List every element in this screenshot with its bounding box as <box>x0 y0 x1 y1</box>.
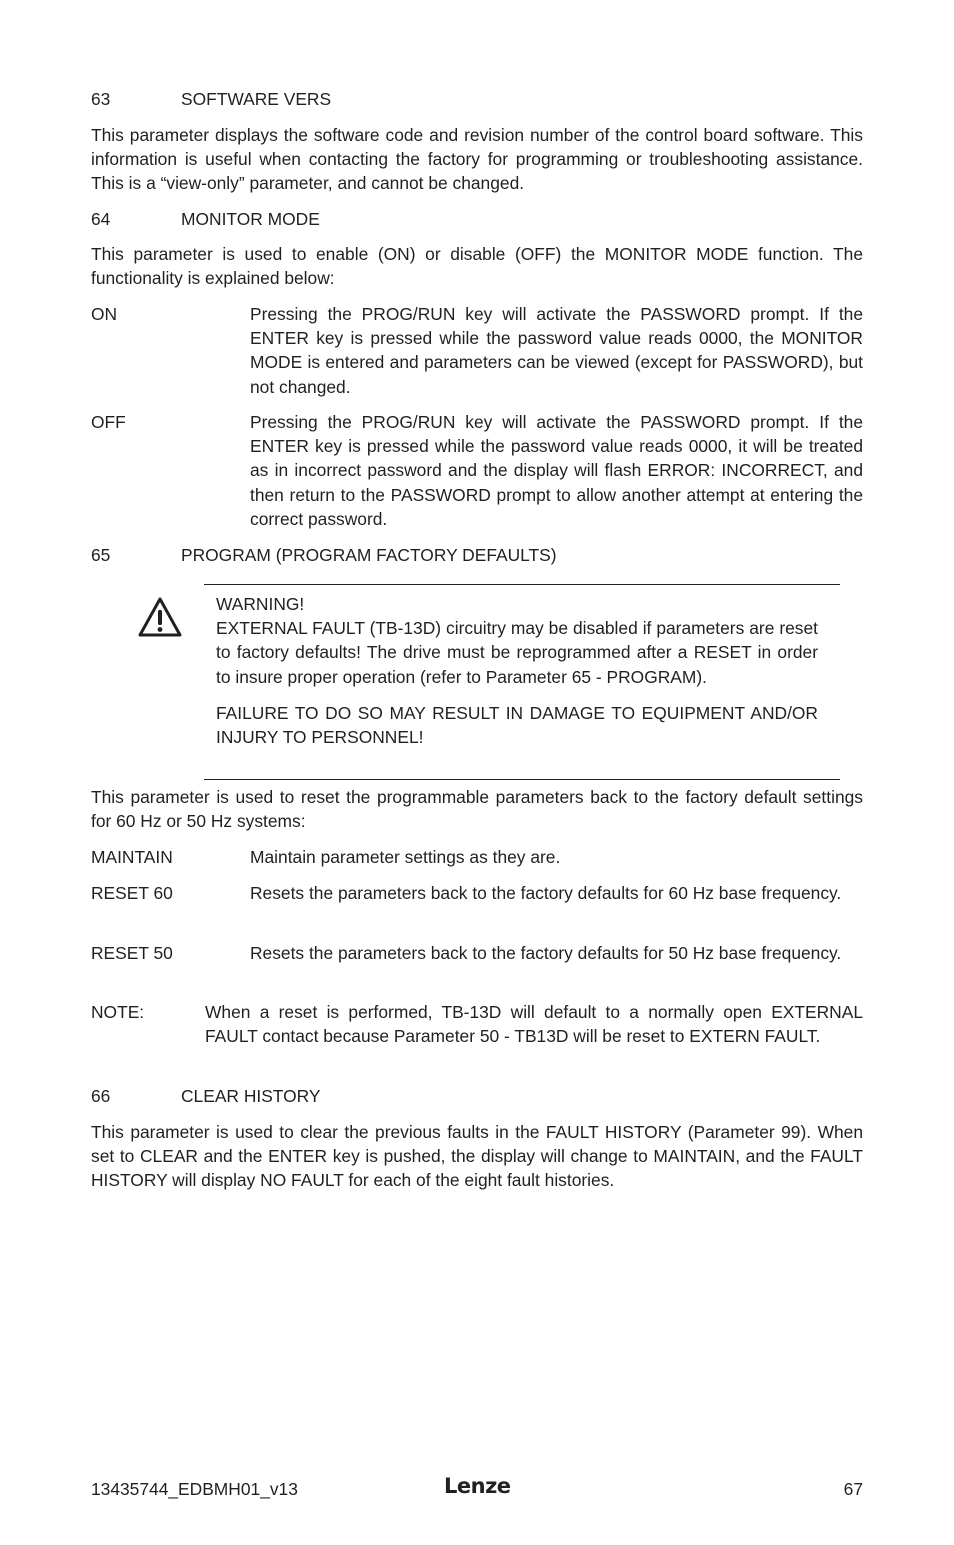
section-title: PROGRAM (PROGRAM FACTORY DEFAULTS) <box>181 545 557 565</box>
option-key: ON <box>91 304 118 324</box>
option-key: OFF <box>91 412 126 432</box>
section-number: 64 <box>91 209 111 229</box>
option-key: RESET 50 <box>91 943 173 963</box>
option-text: Pressing the PROG/RUN key will activate the PASSWORD prompt. If the ENTER key is pressed while the password value reads 0000, it will be treated as in incorrect password and the display will flash ERROR: INCORRECT, and then return to the PASSWORD prompt to allow another attempt at entering the correct password. <box>250 412 863 529</box>
option-text: Resets the parameters back to the factory defaults for 60 Hz base frequency. <box>250 883 842 903</box>
option-key: RESET 60 <box>91 883 173 903</box>
section-title: SOFTWARE VERS <box>181 89 332 109</box>
page-number: 67 <box>843 1479 863 1499</box>
section-64-body: This parameter is used to enable (ON) or disable (OFF) the MONITOR MODE function. The functionality is explained below: <box>91 244 863 289</box>
section-65-header <box>91 543 557 567</box>
option-text: Resets the parameters back to the factory defaults for 50 Hz base frequency. <box>250 943 842 963</box>
warning-text: EXTERNAL FAULT (TB-13D) circuitry may be disabled if parameters are reset to factory defaults! The drive must be reprogrammed after a RESET in order to insure proper operation (refer to Parameter 65 - PROGRAM). <box>216 618 818 687</box>
section-title: MONITOR MODE <box>181 209 320 229</box>
section-number: 66 <box>91 1086 111 1106</box>
section-66-body: This parameter is used to clear the previous faults in the FAULT HISTORY (Parameter 99). When set to CLEAR and the ENTER key is pushed, the display will change to MAINTAIN, and the FAULT HISTORY will display NO FAULT for each of the eight fault histories. <box>91 1122 863 1191</box>
section-63-body: This parameter displays the software code and revision number of the control board software. This information is useful when contacting the factory for programming or troubleshooting assistance. This is a “view-only” parameter, and cannot be changed. <box>91 125 863 194</box>
warning-box <box>216 592 818 749</box>
section-number: 65 <box>91 545 111 565</box>
section-64-header <box>91 207 320 231</box>
warning-top-rule <box>204 584 840 585</box>
warning-caution: FAILURE TO DO SO MAY RESULT IN DAMAGE TO EQUIPMENT AND/OR INJURY TO PERSONNEL! <box>216 702 818 748</box>
section-title: CLEAR HISTORY <box>181 1086 321 1106</box>
section-63-header <box>91 87 331 111</box>
note-key: NOTE: <box>91 1002 145 1022</box>
option-text: Maintain parameter settings as they are. <box>250 847 561 867</box>
warning-triangle-icon <box>137 596 183 638</box>
note-text: When a reset is performed, TB-13D will default to a normally open EXTERNAL FAULT contact because Parameter 50 - TB13D will be reset to EXTERN FAULT. <box>205 1002 863 1047</box>
option-key: MAINTAIN <box>91 847 173 867</box>
section-number: 63 <box>91 89 111 109</box>
lenze-logo: Lenze <box>444 1474 511 1498</box>
warning-bottom-rule <box>204 779 840 780</box>
section-66-header <box>91 1084 321 1108</box>
footer-doc-id: 13435744_EDBMH01_v13 <box>91 1479 298 1499</box>
option-text: Pressing the PROG/RUN key will activate the PASSWORD prompt. If the ENTER key is pressed while the password value reads 0000, the MONITOR MODE is entered and parameters can be viewed (except for PASSWORD), but not changed. <box>250 304 863 397</box>
section-65-body: This parameter is used to reset the programmable parameters back to the factory default settings for 60 Hz or 50 Hz systems: <box>91 787 863 832</box>
warning-heading: WARNING! <box>216 594 305 614</box>
